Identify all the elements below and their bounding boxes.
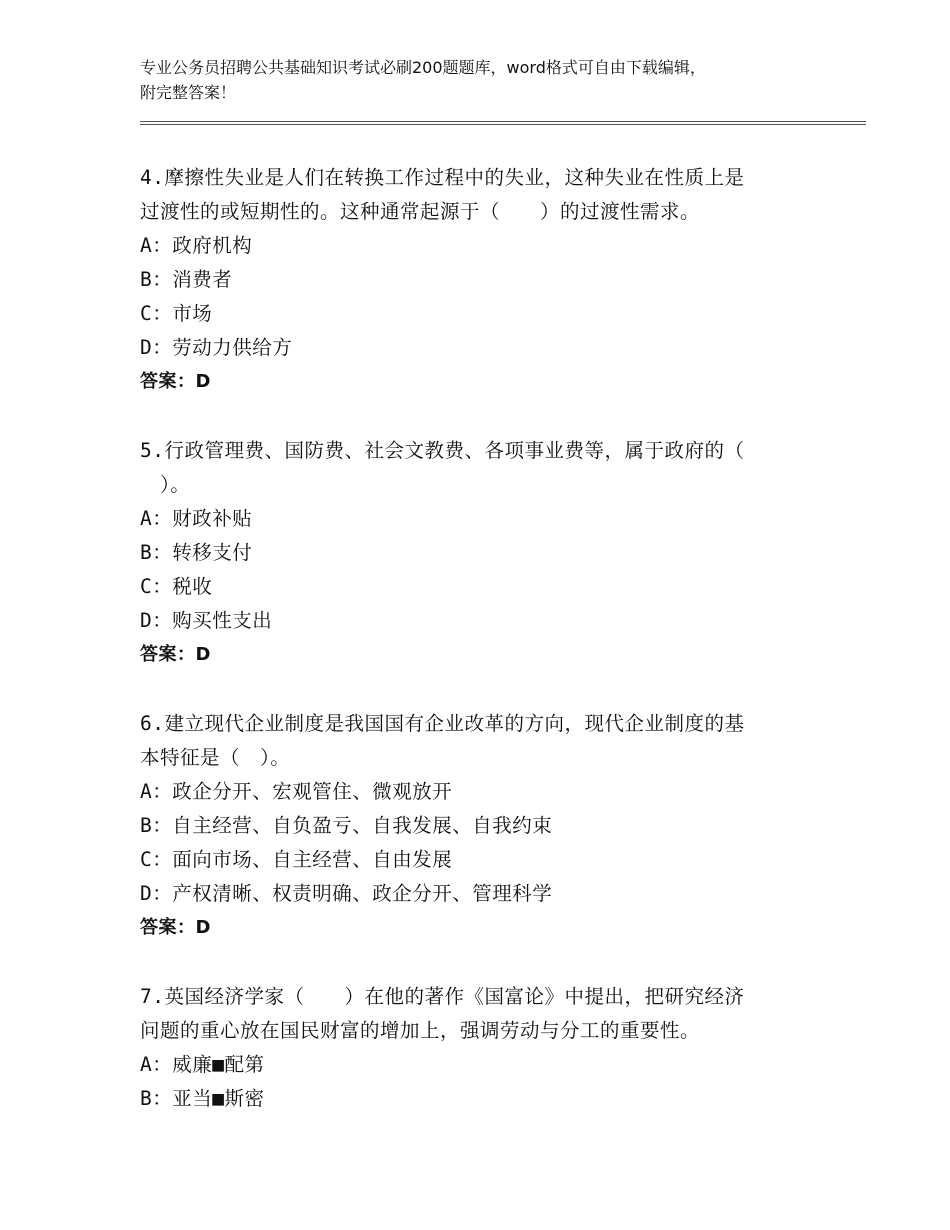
question-stem-line-2: 本特征是（ ）。: [140, 746, 291, 769]
question-6: [140, 707, 800, 945]
option-b: B：消费者: [140, 268, 233, 291]
question-stem-line-1: 6.建立现代企业制度是我国国有企业改革的方向，现代企业制度的基: [140, 712, 745, 735]
question-7: [140, 980, 800, 1116]
option-d: D：产权清晰、权责明确、政企分开、管理科学: [140, 882, 553, 905]
question-5: [140, 434, 800, 672]
option-a: A：政企分开、宏观管住、微观放开: [140, 780, 453, 803]
question-stem-line-1: 7.英国经济学家（ ）在他的著作《国富论》中提出，把研究经济: [140, 985, 745, 1008]
header-line-1: 专业公务员招聘公共基础知识考试必刷200题题库，word格式可自由下载编辑，: [140, 58, 706, 77]
option-a: A：政府机构: [140, 234, 253, 257]
document-header: [140, 55, 840, 105]
option-d: D：购买性支出: [140, 609, 273, 632]
option-b: B：转移支付: [140, 541, 253, 564]
option-b: B：亚当■斯密: [140, 1087, 265, 1110]
header-rule-bottom: [140, 124, 866, 125]
question-stem-line-1: 4.摩擦性失业是人们在转换工作过程中的失业，这种失业在性质上是: [140, 166, 745, 189]
question-stem-line-2: ）。: [140, 473, 191, 496]
question-4: [140, 161, 800, 399]
header-line-2: 附完整答案！: [140, 83, 237, 102]
option-a: A：财政补贴: [140, 507, 253, 530]
option-a: A：威廉■配第: [140, 1053, 265, 1076]
question-stem-line-2: 问题的重心放在国民财富的增加上，强调劳动与分工的重要性。: [140, 1019, 701, 1042]
answer: 答案：D: [140, 644, 211, 665]
option-b: B：自主经营、自负盈亏、自我发展、自我约束: [140, 814, 553, 837]
header-rule-top: [140, 121, 866, 122]
option-c: C：税收: [140, 575, 213, 598]
answer: 答案：D: [140, 371, 211, 392]
answer: 答案：D: [140, 917, 211, 938]
question-stem-line-2: 过渡性的或短期性的。这种通常起源于（ ）的过渡性需求。: [140, 200, 701, 223]
option-c: C：面向市场、自主经营、自由发展: [140, 848, 453, 871]
option-d: D：劳动力供给方: [140, 336, 293, 359]
option-c: C：市场: [140, 302, 213, 325]
question-stem-line-1: 5.行政管理费、国防费、社会文教费、各项事业费等，属于政府的（: [140, 439, 745, 462]
